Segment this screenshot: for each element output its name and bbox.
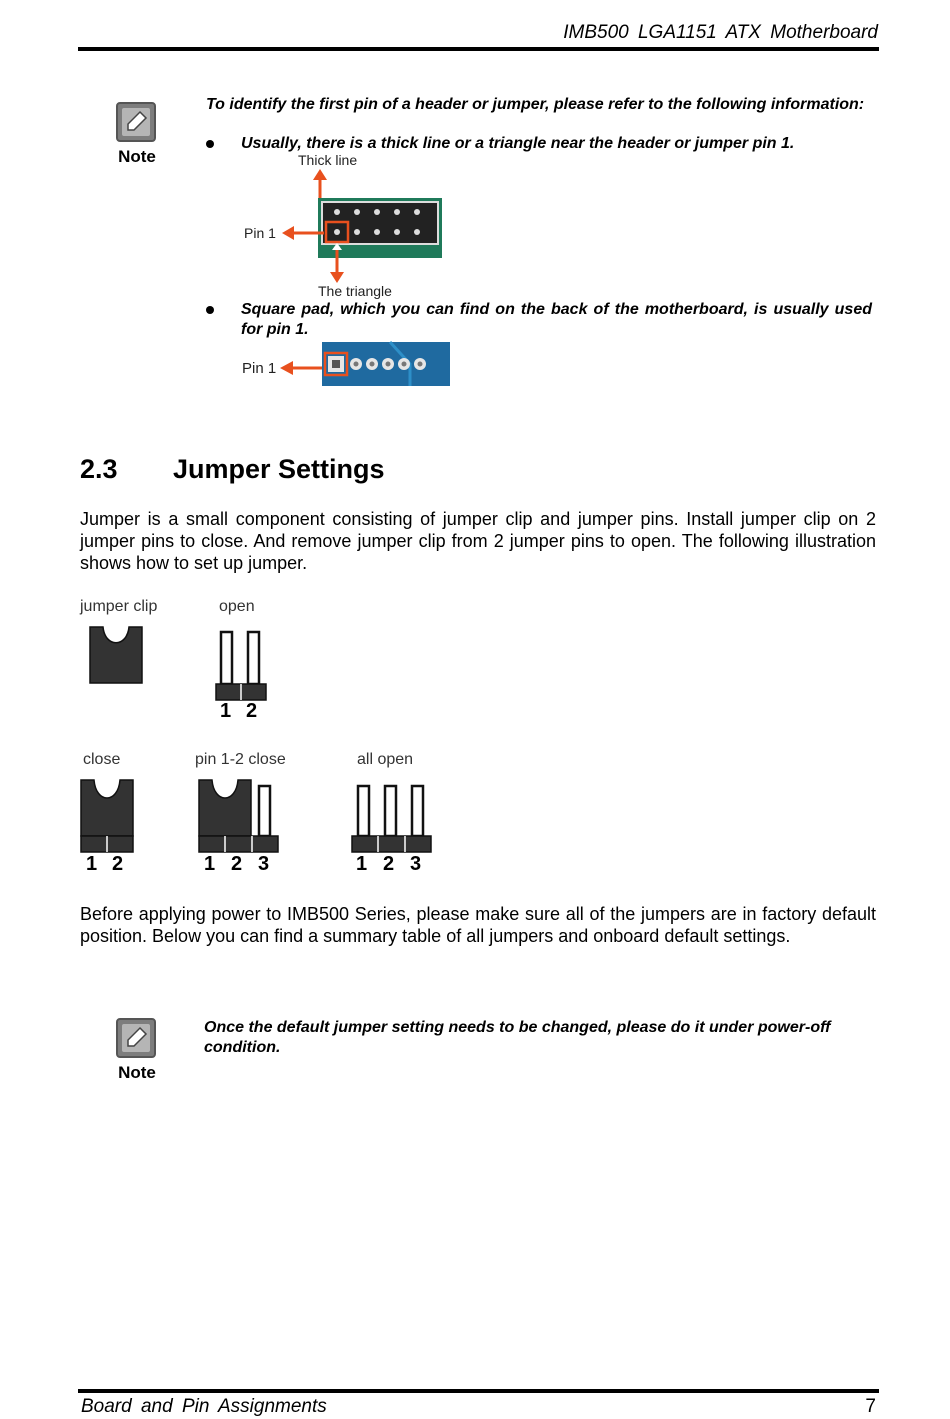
close-label: close [83, 751, 121, 768]
square-pad-figure [240, 340, 454, 388]
section-intro-paragraph: Jumper is a small component consisting of jumper clip and jumper pins. Install jumper clip on 2 jumper pins to close. And remove jumper clip from 2 jumper pins to open. The following illustration shows how to set up jumper. [80, 509, 876, 573]
close-pin-1: 1 [86, 853, 98, 875]
open-pin-1: 1 [220, 700, 232, 722]
pin12-pin-1: 1 [204, 853, 216, 875]
all-open-label: all open [357, 751, 414, 768]
allopen-pin-3: 3 [410, 853, 422, 875]
open-pin-2: 2 [246, 700, 258, 722]
pin12-pin-2: 2 [231, 853, 243, 875]
note-power-off-text: Once the default jumper setting needs to be changed, please do it under power-off condition. [204, 1019, 831, 1056]
pin1-label: Pin 1 [244, 225, 276, 241]
default-settings-paragraph: Before applying power to IMB500 Series, please make sure all of the jumpers are in factory default position. Below you can find a summary table of all jumpers and onboard default settings. [80, 904, 876, 946]
note-bullet-1: Usually, there is a thick line or a triangle near the header or jumper pin 1. [241, 135, 795, 152]
footer-chapter: Board and Pin Assignments [81, 1396, 327, 1417]
note-label: Note [118, 147, 156, 166]
jumper-clip-label: jumper clip [80, 598, 158, 615]
open-label: open [219, 598, 255, 615]
triangle-label: The triangle [318, 283, 392, 299]
page-number: 7 [865, 1396, 876, 1417]
pin1-label-2: Pin 1 [242, 360, 277, 377]
bullet-dot [206, 306, 214, 314]
note-pencil-icon [116, 102, 156, 142]
note-bullet-2: Square pad, which you can find on the back of the motherboard, is usually used for pin 1. [241, 301, 872, 338]
jumper-clip-icon [89, 626, 143, 684]
allopen-pin-1: 1 [356, 853, 368, 875]
close-pin-2: 2 [112, 853, 124, 875]
bullet-dot [206, 140, 214, 148]
all-open-jumper-icon [351, 782, 433, 854]
footer-rule [78, 1389, 879, 1393]
note-intro: To identify the first pin of a header or jumper, please refer to the following information: [206, 96, 865, 113]
pin-1-2-close-jumper-icon [198, 778, 280, 854]
header-rule [78, 47, 879, 51]
thick-line-label: Thick line [298, 152, 358, 168]
close-jumper-icon [80, 778, 134, 854]
pin-1-2-close-label: pin 1-2 close [195, 751, 286, 768]
section-number: 2.3 [80, 454, 118, 484]
note-pencil-icon [116, 1018, 156, 1058]
pin12-pin-3: 3 [258, 853, 270, 875]
section-title: Jumper Settings [173, 454, 385, 484]
pin1-header-figure [240, 150, 450, 300]
running-header: IMB500 LGA1151 ATX Motherboard [563, 22, 878, 43]
allopen-pin-2: 2 [383, 853, 395, 875]
open-jumper-icon [214, 630, 268, 702]
note-label-2: Note [118, 1063, 156, 1082]
